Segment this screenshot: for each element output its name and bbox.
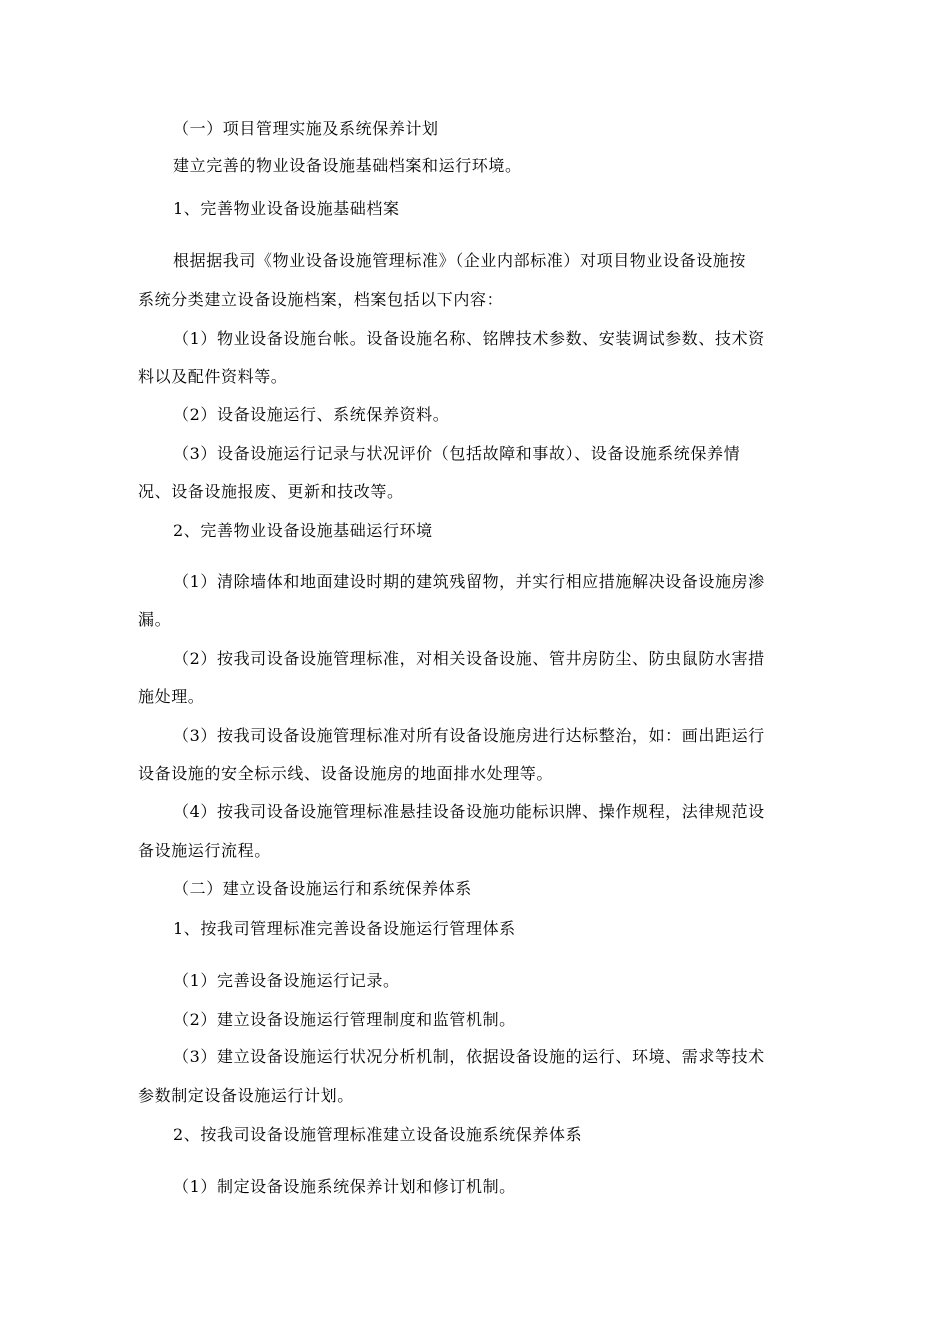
list-item-line: （1）制定设备设施系统保养计划和修订机制。	[173, 1177, 516, 1196]
list-item-line: 参数制定设备设施运行计划。	[138, 1086, 354, 1105]
list-item-line: （3）建立设备设施运行状况分析机制，依据设备设施的运行、环境、需求等技术	[173, 1047, 765, 1066]
list-item-line: 漏。	[138, 610, 172, 629]
list-item-line: （1）清除墙体和地面建设时期的建筑残留物，并实行相应措施解决设备设施房渗	[173, 572, 765, 591]
list-item-line: （2）建立设备设施运行管理制度和监管机制。	[173, 1010, 516, 1029]
list-item-line: （1）物业设备设施台帐。设备设施名称、铭牌技术参数、安装调试参数、技术资	[173, 329, 765, 348]
list-item-line: （1）完善设备设施运行记录。	[173, 971, 400, 990]
list-item-line: （3）按我司设备设施管理标准对所有设备设施房进行达标整治，如：画出距运行	[173, 726, 765, 745]
list-item-line: 施处理。	[138, 687, 205, 706]
list-item-line: 设备设施的安全标示线、设备设施房的地面排水处理等。	[138, 764, 554, 783]
subsection-heading: 2、按我司设备设施管理标准建立设备设施系统保养体系	[173, 1125, 583, 1144]
list-item-line: 料以及配件资料等。	[138, 367, 288, 386]
section-heading: （二）建立设备设施运行和系统保养体系	[173, 879, 472, 898]
paragraph-line: 建立完善的物业设备设施基础档案和运行环境。	[173, 156, 522, 175]
subsection-heading: 1、按我司管理标准完善设备设施运行管理体系	[173, 919, 516, 938]
list-item-line: （2）按我司设备设施管理标准，对相关设备设施、管井房防尘、防虫鼠防水害措	[173, 649, 765, 668]
paragraph-line: 根据据我司《物业设备设施管理标准》（企业内部标准）对项目物业设备设施按	[173, 251, 747, 270]
list-item-line: （4）按我司设备设施管理标准悬挂设备设施功能标识牌、操作规程，法律规范设	[173, 802, 765, 821]
list-item-line: 备设施运行流程。	[138, 841, 271, 860]
subsection-heading: 1、完善物业设备设施基础档案	[173, 199, 400, 218]
list-item-line: （2）设备设施运行、系统保养资料。	[173, 405, 450, 424]
section-heading: （一）项目管理实施及系统保养计划	[173, 119, 439, 138]
paragraph-line: 系统分类建立设备设施档案，档案包括以下内容：	[138, 290, 504, 309]
subsection-heading: 2、完善物业设备设施基础运行环境	[173, 521, 433, 540]
list-item-line: （3）设备设施运行记录与状况评价（包括故障和事故）、设备设施系统保养情	[173, 444, 741, 463]
list-item-line: 况、设备设施报废、更新和技改等。	[138, 482, 404, 501]
